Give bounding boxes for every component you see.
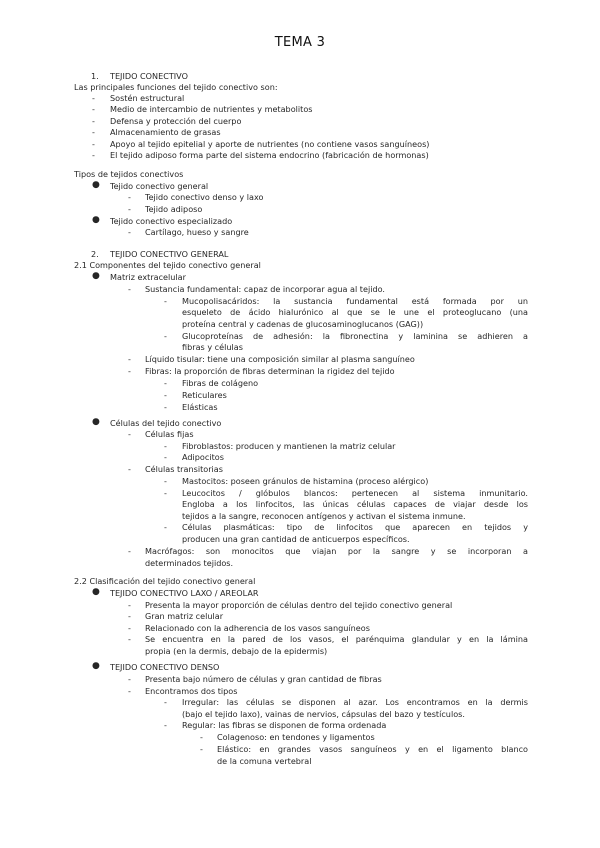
dash-bullet: -: [164, 402, 167, 412]
circle-bullet: ●: [92, 417, 100, 427]
subsection-heading: 2.2 Clasificación del tejido conectivo general: [74, 576, 256, 586]
dash-bullet: -: [92, 127, 95, 137]
list-item: Colagenoso: en tendones y ligamentos: [217, 732, 375, 742]
dash-bullet: -: [128, 546, 131, 556]
paragraph-line: Leucocitos / glóbulos blancos: pertenecen al sistema inmunitario.: [182, 488, 528, 498]
section-heading: TEJIDO CONECTIVO GENERAL: [110, 249, 229, 259]
dash-bullet: -: [128, 284, 131, 294]
dash-bullet: -: [164, 441, 167, 451]
dash-bullet: -: [128, 204, 131, 214]
paragraph-line: (bajo el tejido laxo), vainas de nervios, cápsulas del bazo y testículos.: [182, 709, 465, 719]
paragraph-line: proteína central y cadenas de glucosaminoglucanos (GAG)): [182, 319, 424, 329]
paragraph: Tipos de tejidos conectivos: [74, 169, 184, 179]
dash-bullet: -: [92, 93, 95, 103]
list-item: Matriz extracelular: [110, 272, 186, 282]
dash-bullet: -: [200, 744, 203, 754]
section-heading: TEJIDO CONECTIVO: [110, 71, 188, 81]
list-item: Fibras de colágeno: [182, 378, 259, 388]
list-item: Líquido tisular: tiene una composición similar al plasma sanguíneo: [145, 354, 415, 364]
list-item: Sustancia fundamental: capaz de incorporar agua al tejido.: [145, 284, 385, 294]
list-item: Relacionado con la adherencia de los vasos sanguíneos: [145, 623, 370, 633]
list-item: Células transitorias: [145, 464, 223, 474]
circle-bullet: ●: [92, 661, 100, 671]
list-item: Cartílago, hueso y sangre: [145, 227, 249, 237]
paragraph-line: esqueleto de ácido hialurónico al que se le une el proteoglucano (una: [182, 307, 528, 317]
list-item: Presenta la mayor proporción de células dentro del tejido conectivo general: [145, 600, 453, 610]
dash-bullet: -: [164, 452, 167, 462]
dash-bullet: -: [128, 366, 131, 376]
dash-bullet: -: [128, 634, 131, 644]
dash-bullet: -: [128, 464, 131, 474]
circle-bullet: ●: [92, 180, 100, 190]
paragraph-line: propia (en la dermis, debajo de la epidermis): [145, 646, 328, 656]
paragraph: Las principales funciones del tejido conectivo son:: [74, 82, 278, 92]
dash-bullet: -: [92, 150, 95, 160]
paragraph-line: Se encuentra en la pared de los vasos, el parénquima glandular y en la lámina: [145, 634, 528, 644]
paragraph-line: Elástico: en grandes vasos sanguíneos y en el ligamento blanco: [217, 744, 528, 754]
list-item: Mastocitos: poseen gránulos de histamina (proceso alérgico): [182, 476, 429, 486]
paragraph-line: Macrófagos: son monocitos que viajan por la sangre y se incorporan a: [145, 546, 528, 556]
dash-bullet: -: [164, 378, 167, 388]
dash-bullet: -: [92, 116, 95, 126]
dash-bullet: -: [128, 686, 131, 696]
list-item: Medio de intercambio de nutrientes y metabolitos: [110, 104, 313, 114]
dash-bullet: -: [164, 476, 167, 486]
circle-bullet: ●: [92, 271, 100, 281]
list-item: Sostén estructural: [110, 93, 185, 103]
dash-bullet: -: [92, 104, 95, 114]
dash-bullet: -: [164, 720, 167, 730]
circle-bullet: ●: [92, 215, 100, 225]
dash-bullet: -: [128, 600, 131, 610]
list-item: Regular: las fibras se disponen de forma ordenada: [182, 720, 387, 730]
paragraph-line: producen una gran cantidad de anticuerpos específicos.: [182, 534, 410, 544]
dash-bullet: -: [128, 623, 131, 633]
dash-bullet: -: [128, 192, 131, 202]
section-number: 2.: [91, 249, 99, 259]
list-item: Tejido conectivo especializado: [110, 216, 233, 226]
paragraph-line: determinados tejidos.: [145, 558, 234, 568]
paragraph-line: Irregular: las células se disponen al azar. Los encontramos en la dermis: [182, 697, 528, 707]
list-item: Fibras: la proporción de fibras determinan la rigidez del tejido: [145, 366, 395, 376]
list-item: TEJIDO CONECTIVO DENSO: [110, 662, 220, 672]
list-item: Tejido conectivo general: [110, 181, 209, 191]
dash-bullet: -: [164, 331, 167, 341]
paragraph-line: de la comuna vertebral: [217, 756, 312, 766]
list-item: El tejido adiposo forma parte del sistema endocrino (fabricación de hormonas): [110, 150, 429, 160]
dash-bullet: -: [164, 522, 167, 532]
page-title: TEMA 3: [274, 35, 326, 50]
paragraph-line: Glucoproteínas de adhesión: la fibronectina y laminina se adhieren a: [182, 331, 528, 341]
dash-bullet: -: [164, 488, 167, 498]
dash-bullet: -: [128, 354, 131, 364]
section-number: 1.: [91, 71, 99, 81]
list-item: Adipocitos: [182, 452, 224, 462]
list-item: Apoyo al tejido epitelial y aporte de nutrientes (no contiene vasos sanguíneos): [110, 139, 430, 149]
list-item: Tejido conectivo denso y laxo: [145, 192, 264, 202]
dash-bullet: -: [92, 139, 95, 149]
dash-bullet: -: [128, 611, 131, 621]
dash-bullet: -: [128, 674, 131, 684]
circle-bullet: ●: [92, 587, 100, 597]
list-item: Fibroblastos: producen y mantienen la matriz celular: [182, 441, 396, 451]
list-item: Células del tejido conectivo: [110, 418, 222, 428]
dash-bullet: -: [164, 296, 167, 306]
paragraph-line: Mucopolisacáridos: la sustancia fundamental está formada por un: [182, 296, 528, 306]
paragraph-line: Engloba a los linfocitos, las únicas células capaces de viajar desde los: [182, 499, 528, 509]
list-item: Gran matriz celular: [145, 611, 224, 621]
dash-bullet: -: [128, 227, 131, 237]
dash-bullet: -: [164, 390, 167, 400]
paragraph-line: Células plasmáticas: tipo de linfocitos que aparecen en tejidos y: [182, 522, 528, 532]
list-item: Presenta bajo número de células y gran cantidad de fibras: [145, 674, 382, 684]
paragraph-line: tejidos a la sangre, reconocen antígenos y activan el sistema inmune.: [182, 511, 466, 521]
dash-bullet: -: [200, 732, 203, 742]
list-item: Células fijas: [145, 429, 194, 439]
list-item: Encontramos dos tipos: [145, 686, 238, 696]
dash-bullet: -: [164, 697, 167, 707]
list-item: Almacenamiento de grasas: [110, 127, 221, 137]
list-item: TEJIDO CONECTIVO LAXO / AREOLAR: [110, 588, 259, 598]
list-item: Reticulares: [182, 390, 227, 400]
list-item: Elásticas: [182, 402, 218, 412]
subsection-heading: 2.1 Componentes del tejido conectivo general: [74, 260, 261, 270]
list-item: Tejido adiposo: [145, 204, 203, 214]
dash-bullet: -: [128, 429, 131, 439]
paragraph-line: fibras y células: [182, 342, 243, 352]
list-item: Defensa y protección del cuerpo: [110, 116, 242, 126]
